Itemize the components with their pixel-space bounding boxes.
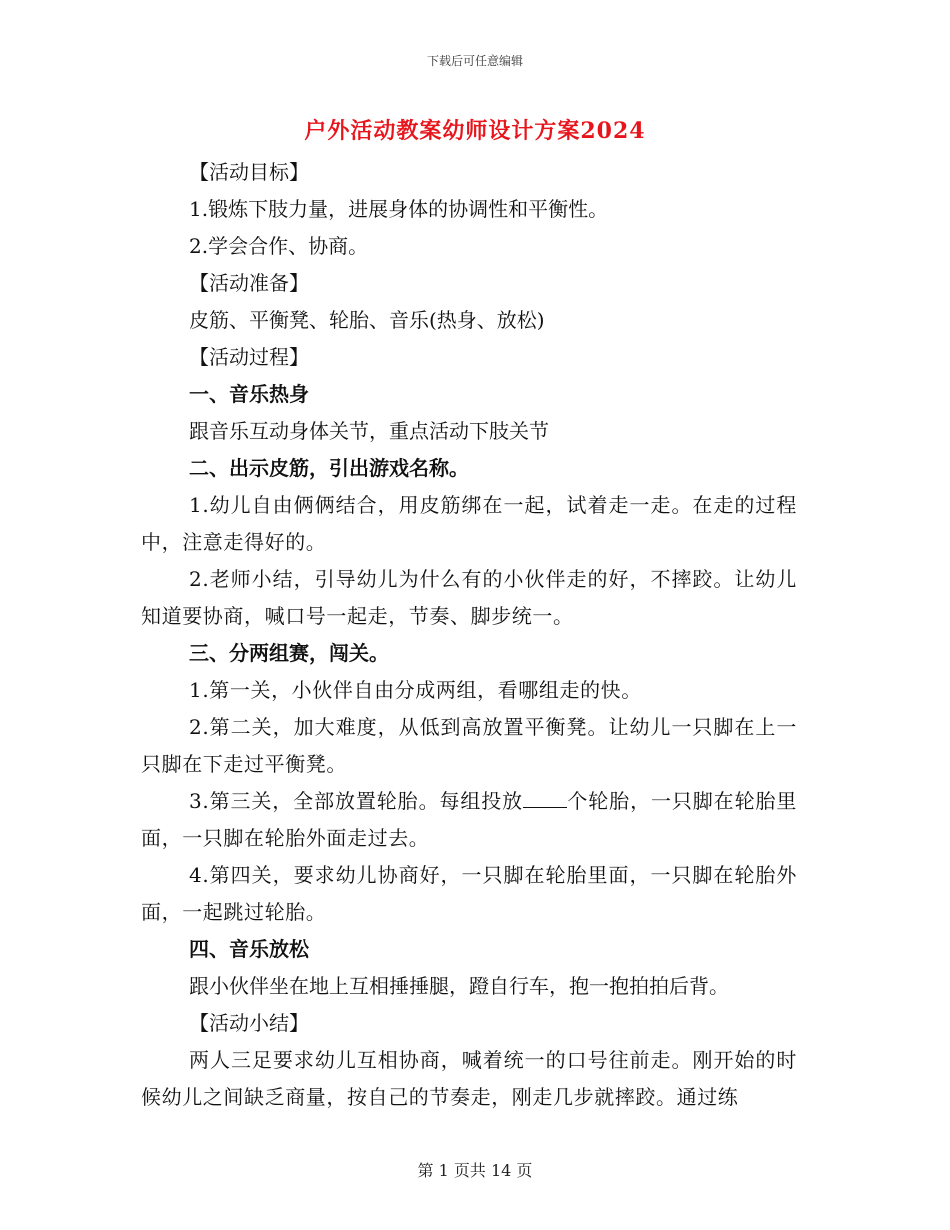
step-3-paragraph-3 (141, 783, 797, 857)
section-heading-preparation: 【活动准备】 (189, 271, 309, 295)
goal-item-1: 1.锻炼下肢力量，进展身体的协调性和平衡性。 (189, 197, 609, 221)
document-title: 户外活动教案幼师设计方案2024 (304, 118, 646, 144)
step-heading-2: 二、出示皮筋，引出游戏名称。 (189, 456, 469, 480)
step-3-paragraph-2: 2.第二关，加大难度，从低到高放置平衡凳。让幼儿一只脚在上一只脚在下走过平衡凳。 (141, 715, 797, 776)
step-1-text: 跟音乐互动身体关节，重点活动下肢关节 (189, 419, 549, 443)
step-3-paragraph-1: 1.第一关，小伙伴自由分成两组，看哪组走的快。 (189, 678, 642, 702)
page-header: 下载后可任意编辑 (426, 54, 523, 68)
section-heading-goal: 【活动目标】 (189, 160, 309, 184)
step-2-paragraph-2: 2.老师小结，引导幼儿为什么有的小伙伴走的好，不摔跤。让幼儿知道要协商，喊口号一起走，节奏、脚步统一。 (141, 567, 797, 628)
document-body (141, 154, 797, 1116)
summary-paragraph: 两人三足要求幼儿互相协商，喊着统一的口号往前走。刚开始的时候幼儿之间缺乏商量，按自己的节奏走，刚走几步就摔跤。通过练 (141, 1048, 797, 1109)
fill-in-blank (523, 789, 567, 808)
preparation-text: 皮筋、平衡凳、轮胎、音乐(热身、放松) (189, 308, 545, 332)
step-4-text: 跟小伙伴坐在地上互相捶捶腿，蹬自行车，抱一抱拍拍后背。 (189, 974, 729, 998)
step-3-paragraph-3-start: 3.第三关，全部放置轮胎。每组投放 (189, 789, 524, 813)
step-3-paragraph-3-end: 个轮胎，一只脚在轮胎里面，一只脚在轮胎外面走过去。 (141, 789, 797, 850)
step-3-paragraph-4: 4.第四关，要求幼儿协商好，一只脚在轮胎里面，一只脚在轮胎外面，一起跳过轮胎。 (141, 863, 797, 924)
goal-item-2: 2.学会合作、协商。 (189, 234, 369, 258)
step-heading-3: 三、分两组赛，闯关。 (189, 641, 389, 665)
section-heading-process: 【活动过程】 (189, 345, 309, 369)
page-footer: 第 1 页共 14 页 (417, 1161, 533, 1180)
section-heading-summary: 【活动小结】 (189, 1011, 309, 1035)
step-heading-4: 四、音乐放松 (189, 937, 309, 961)
step-heading-1: 一、音乐热身 (189, 382, 309, 406)
step-2-paragraph-1: 1.幼儿自由俩俩结合，用皮筋绑在一起，试着走一走。在走的过程中，注意走得好的。 (141, 493, 797, 554)
